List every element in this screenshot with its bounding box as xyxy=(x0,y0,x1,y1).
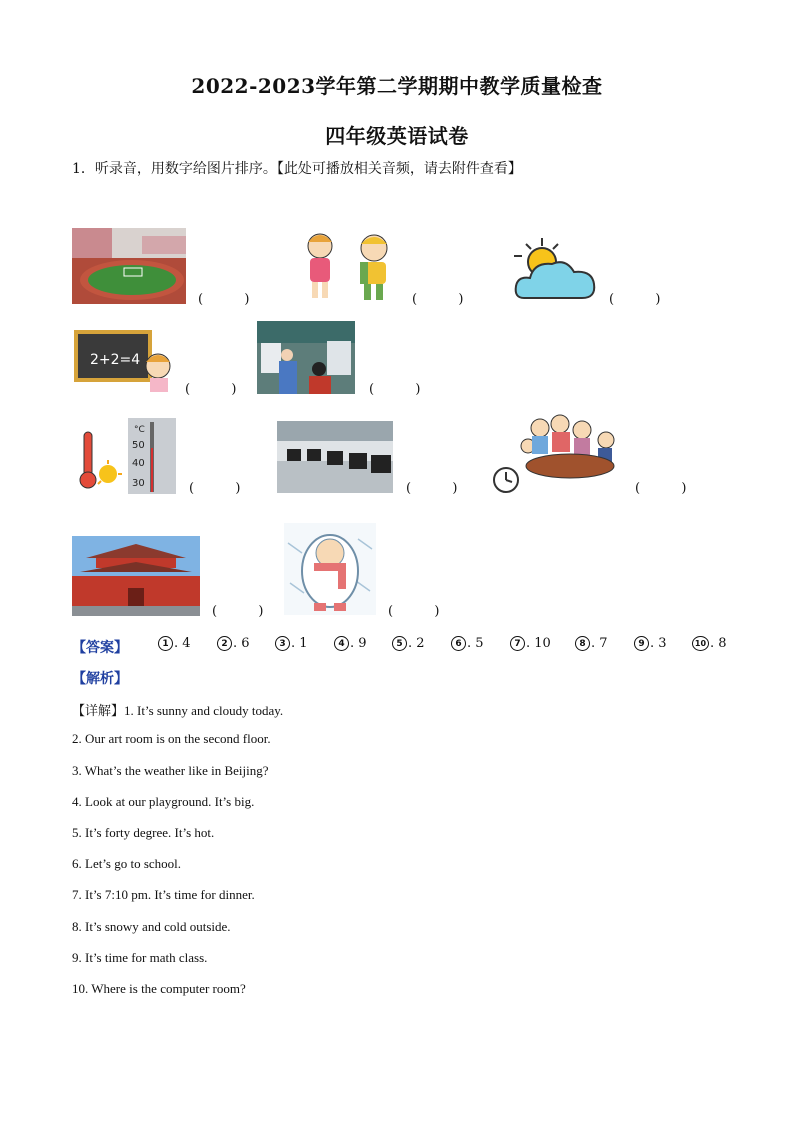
answer-label: 【答案】 xyxy=(72,640,128,656)
answer-mark-5: 5 xyxy=(392,636,407,651)
answer-paren-8: ( ) xyxy=(635,481,687,496)
answer-value-1: . 4 xyxy=(174,636,191,651)
beijing-tiananmen-image xyxy=(72,536,200,616)
answer-paren-6: ( ) xyxy=(189,481,241,496)
analysis-line-8: 8. It’s snowy and cold outside. xyxy=(72,919,231,934)
answer-mark-9: 9 xyxy=(634,636,649,651)
math-class-image xyxy=(72,328,180,392)
answer-mark-10: 10 xyxy=(692,636,709,651)
analysis-label: 【解析】 xyxy=(72,671,128,687)
answer-item-5 xyxy=(392,636,425,651)
answer-mark-3: 3 xyxy=(275,636,290,651)
art-room-image xyxy=(257,321,355,394)
answer-item-3 xyxy=(275,636,308,651)
answer-mark-8: 8 xyxy=(575,636,590,651)
answer-paren-10: ( ) xyxy=(388,604,440,619)
answer-item-1 xyxy=(158,636,191,651)
snowy-cold-image xyxy=(284,523,376,615)
answer-item-4 xyxy=(334,636,367,651)
thermo-unit: °C xyxy=(134,425,145,435)
analysis-line-10: 10. Where is the computer room? xyxy=(72,981,246,996)
thermo-mark-40: 40 xyxy=(132,458,145,469)
answer-item-9 xyxy=(634,636,667,651)
answer-paren-5: ( ) xyxy=(369,382,421,397)
analysis-line-5: 5. It’s forty degree. It’s hot. xyxy=(72,825,215,840)
answer-item-2 xyxy=(217,636,250,651)
computer-room-image xyxy=(277,421,393,493)
hot-thermometer-image xyxy=(72,418,178,494)
question-text: 1．听录音，用数字给图片排序。【此处可播放相关音频，请去附件查看】 xyxy=(72,161,522,177)
answer-value-10: . 8 xyxy=(710,636,727,651)
answer-value-5: . 2 xyxy=(408,636,425,651)
detail-label: 【详解】 xyxy=(72,704,125,719)
answer-mark-6: 6 xyxy=(451,636,466,651)
answer-value-7: . 10 xyxy=(526,636,551,651)
analysis-line-2: 2. Our art room is on the second floor. xyxy=(72,731,271,746)
analysis-line-1-text: 1. It’s sunny and cloudy today. xyxy=(124,703,284,718)
answer-mark-4: 4 xyxy=(334,636,349,651)
analysis-line-6: 6. Let’s go to school. xyxy=(72,856,182,871)
answer-mark-2: 2 xyxy=(217,636,232,651)
analysis-line-4: 4. Look at our playground. It’s big. xyxy=(72,794,255,809)
answer-item-8 xyxy=(575,636,608,651)
analysis-line-1 xyxy=(72,700,283,719)
answer-paren-4: ( ) xyxy=(185,382,237,397)
answer-item-10 xyxy=(692,636,727,651)
answer-value-8: . 7 xyxy=(591,636,608,651)
blackboard-text: 2+2=4 xyxy=(90,352,141,368)
answer-paren-9: ( ) xyxy=(212,604,264,619)
answer-value-3: . 1 xyxy=(291,636,308,651)
analysis-line-9: 9. It’s time for math class. xyxy=(72,950,208,965)
answer-value-9: . 3 xyxy=(650,636,667,651)
sunny-cloudy-image xyxy=(512,236,598,304)
thermo-mark-30: 30 xyxy=(132,478,145,489)
answer-value-4: . 9 xyxy=(350,636,367,651)
analysis-line-3: 3. What’s the weather like in Beijing? xyxy=(72,763,269,778)
answer-item-6 xyxy=(451,636,484,651)
answer-value-2: . 6 xyxy=(233,636,250,651)
kids-school-image xyxy=(300,230,398,304)
answer-mark-7: 7 xyxy=(510,636,525,651)
family-dinner-image xyxy=(492,410,624,494)
answer-item-7 xyxy=(510,636,551,651)
playground-image xyxy=(72,228,186,304)
answer-mark-1: 1 xyxy=(158,636,173,651)
thermo-mark-50: 50 xyxy=(132,440,145,451)
answer-paren-3: ( ) xyxy=(609,292,661,307)
answer-paren-7: ( ) xyxy=(406,481,458,496)
answer-value-6: . 5 xyxy=(467,636,484,651)
page-title: 2022-2023学年第二学期期中教学质量检查 xyxy=(191,74,603,98)
page-subtitle: 四年级英语试卷 xyxy=(325,124,469,148)
analysis-line-7: 7. It’s 7:10 pm. It’s time for dinner. xyxy=(72,887,255,902)
answer-paren-1: ( ) xyxy=(198,292,250,307)
answer-paren-2: ( ) xyxy=(412,292,464,307)
